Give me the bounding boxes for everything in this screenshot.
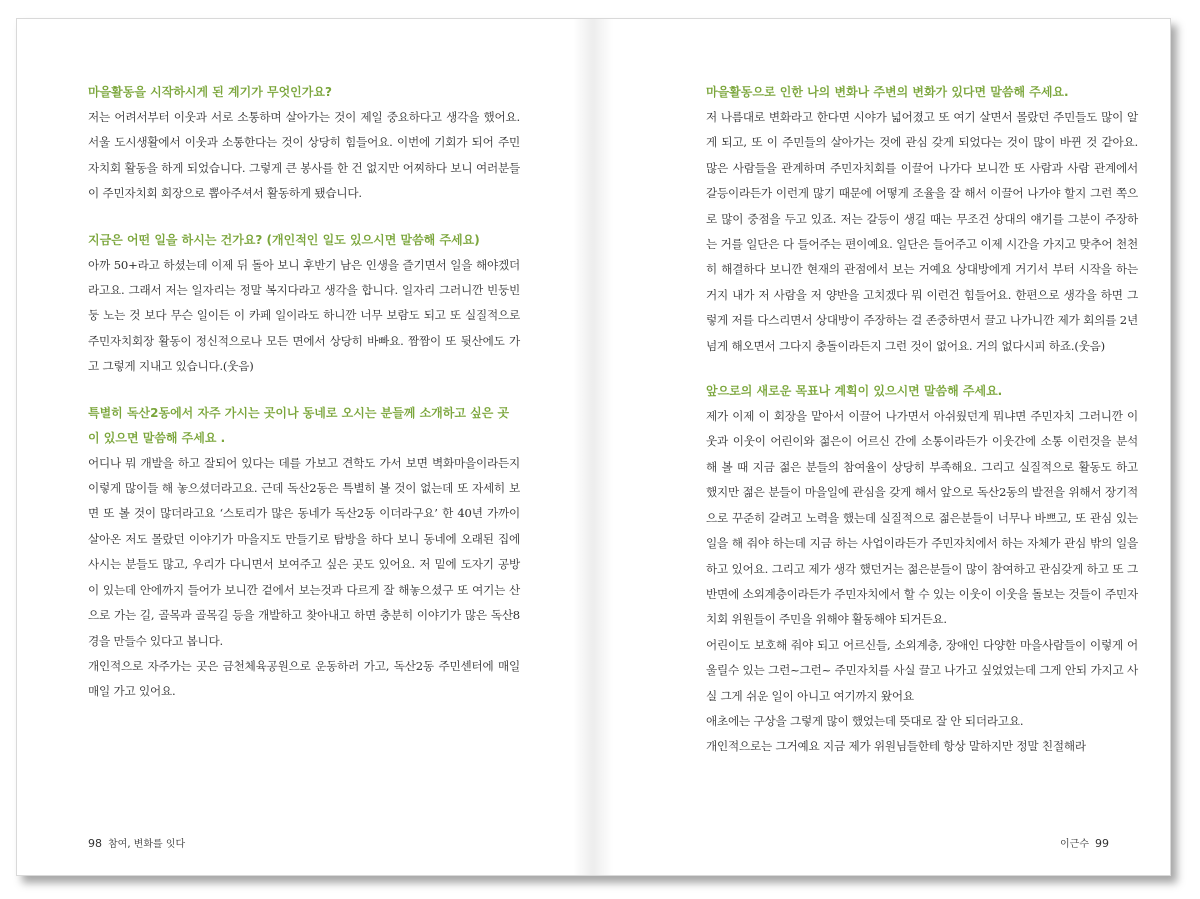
interview-section xyxy=(88,80,520,207)
interview-question: 마을활동으로 인한 나의 변화나 주변의 변화가 있다면 말씀해 주세요. xyxy=(706,85,1069,99)
interview-question: 앞으로의 새로운 목표나 계획이 있으시면 말씀해 주세요. xyxy=(706,384,1003,399)
right-page xyxy=(593,19,1170,875)
interview-answer: 어린이도 보호해 줘야 되고 어르신들, 소외계층, 장애인 다양한 마을사람들이 이렇게 어울릴수 있는 그런~그런~ 주민자치를 사실 끌고 나가고 싶었었는데 그게 안되 가지고 사실 그게 쉬운 일이 아니고 여기까지 왔어요 xyxy=(706,637,1138,703)
page-number: 98 xyxy=(88,837,102,850)
interview-answer: 저는 어려서부터 이웃과 서로 소통하며 살아가는 것이 제일 중요하다고 생각을 했어요. 서울 도시생활에서 이웃과 소통한다는 것이 상당히 힘들어요. 이번에 기회가 되어 주민자치회 활동을 하게 되었습니다. 그렇게 큰 봉사를 한 건 없지만 어찌하다 보니 여러분들이 주민자치회 회장으로 뽑아주셔서 활동하게 됐습니다. xyxy=(88,110,520,201)
left-page xyxy=(17,19,593,875)
interview-answer: 애초에는 구상을 그렇게 많이 했었는데 뜻대로 잘 안 되더라고요. xyxy=(706,713,1024,728)
interview-section xyxy=(706,80,1138,359)
interview-question: 마을활동을 시작하시게 된 계기가 무엇인가요? xyxy=(88,85,332,99)
book-spread xyxy=(16,18,1171,876)
book-title: 참여, 변화를 잇다 xyxy=(108,839,186,850)
interview-answer: 제가 이제 이 회장을 맡아서 이끌어 나가면서 아쉬웠던게 뭐냐면 주민자치 그러니깐 이웃과 이웃이 어린이와 젊은이 어르신 간에 소통이라든가 이웃간에 소통 이런것을 분석 해 볼 때 지금 젊은 분들의 참여율이 상당히 부족해요. 그리고 실질적으로 활동도 하고 했지만 젊은 분들이 마을일에 관심을 갖게 해서 앞으로 독산2동의 발전을 위해서 장기적으로 꾸준히 갈려고 노력을 했는데 실질적으로 젊은분들이 너무나 바쁘고, 또 관심 있는 일을 해 줘야 하는데 지금 하는 사업이라든가 주민자치에서 하는 자체가 관심 밖의 일을 하고 있어요. 그리고 제가 생각 했던거는 젊은분들이 많이 참여하고 관심갖게 하고 또 그 반면에 소외계층이라든가 주민자치에서 할 수 있는 이웃이 이웃을 돌보는 것들이 주민자치회 위원들이 주민을 위해야 활동해야 되거든요. xyxy=(706,409,1138,627)
interviewee-name: 이근수 xyxy=(1060,839,1089,850)
interview-section xyxy=(706,379,1138,760)
interview-question: 지금은 어떤 일을 하시는 건가요? (개인적인 일도 있으시면 말씀해 주세요) xyxy=(88,232,480,247)
interview-answer: 어디나 뭐 개발을 하고 잘되어 있다는 데를 가보고 견학도 가서 보면 벽화마을이라든지 이렇게 많이들 해 놓으셨더라고요. 근데 독산2동은 특별히 볼 것이 없는데 또 자세히 보면 또 볼 것이 많더라고요 ‘스토리가 많은 동네가 독산2동 이더라구요’ 한 40년 가까이 살아온 저도 몰랐던 이야기가 마을지도 만들기로 탐방을 하다 보니 동네에 오래된 집에 사시는 분들도 많고, 우리가 다니면서 보여주고 싶은 곳도 있어요. 저 밑에 도자기 공방이 있는데 안에까지 들어가 보니깐 겉에서 보는것과 다르게 잘 해놓으셨구 또 여기는 산으로 가는 길, 골목과 골목길 등을 개발하고 찾아내고 하면 충분히 이야기가 많은 독산8경을 만들수 있다고 봅니다. xyxy=(88,455,520,648)
interview-answer: 개인적으로는 그거예요 지금 제가 위원님들한테 항상 말하지만 정말 친절해라 xyxy=(706,739,1086,754)
right-page-content xyxy=(706,80,1138,780)
interview-answer: 아까 50+라고 하셨는데 이제 뒤 돌아 보니 후반기 남은 인생을 즐기면서 일을 해야겠더라고요. 그래서 저는 일자리는 정말 복지다라고 생각을 합니다. 일자리 그러니깐 빈둥빈둥 노는 것 보다 무슨 일이든 이 카페 일이라도 하니깐 너무 보람도 되고 또 실질적으로 주민자치회장 활동이 정신적으로나 모든 면에서 상당히 바빠요. 짬짬이 또 뒷산에도 가고 그렇게 지내고 있습니다.(웃음) xyxy=(88,257,520,374)
interview-section xyxy=(88,401,520,705)
interview-answer: 개인적으로 자주가는 곳은 금천체육공원으로 운동하러 가고, 독산2동 주민센터에 매일 매일 가고 있어요. xyxy=(88,658,520,699)
page-footer-right xyxy=(1060,835,1109,850)
page-number: 99 xyxy=(1095,837,1109,850)
interview-section xyxy=(88,228,520,380)
interview-answer: 저 나름대로 변화라고 한다면 시야가 넓어졌고 또 여기 살면서 몰랐던 주민들도 많이 알게 되고, 또 이 주민들의 살아가는 것에 관심 갖게 되었다는 것이 많이 바뀐 것 같아요. 많은 사람들을 관계하며 주민자치회를 이끌어 나가다 보니깐 또 사람과 사람 관계에서 갈등이라든가 이런게 많기 때문에 어떻게 조율을 잘 해서 이끌어 나가야 할지 그런 쪽으로 많이 중점을 두고 있죠. 저는 갈등이 생길 때는 무조건 상대의 얘기를 그분이 주장하는 거를 일단은 다 들어주는 편이예요. 일단은 들어주고 이제 시간을 가지고 맞추어 천천히 해결하다 보니깐 현재의 관점에서 보는 거예요 상대방에게 거기서 부터 시작을 하는거지 내가 저 사람을 저 양반을 고치겠다 뭐 이런건 힘들어요. 한편으로 생각을 하면 그렇게 저를 다스리면서 상대방이 주장하는 걸 존중하면서 끌고 나가니깐 제가 회의를 2년 넘게 해오면서 그다지 충돌이라든지 그런 것이 없어요. 거의 없다시피 하죠.(웃음) xyxy=(706,110,1138,353)
left-page-content xyxy=(88,80,520,726)
interview-question: 특별히 독산2동에서 자주 가시는 곳이나 동네로 오시는 분들께 소개하고 싶은 곳이 있으면 말씀해 주세요 . xyxy=(88,405,510,445)
page-footer-left xyxy=(88,835,185,850)
